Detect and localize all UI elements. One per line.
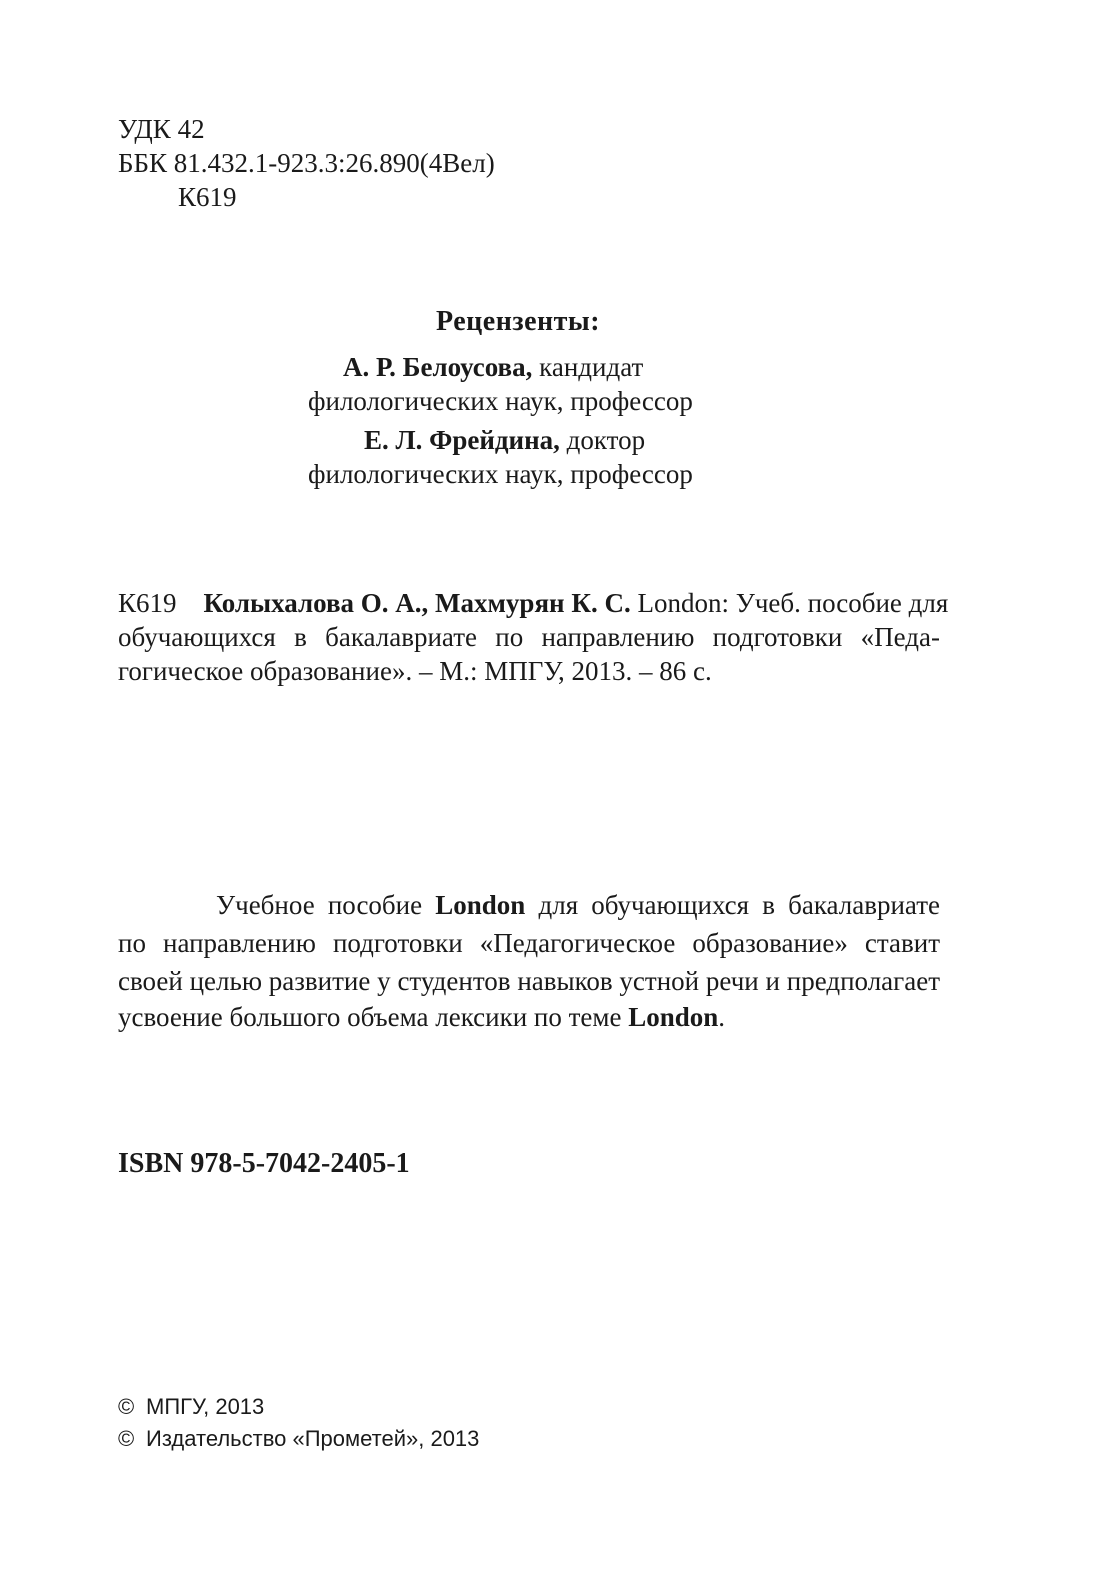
reviewer-1-field: филологических наук, профессор bbox=[308, 386, 693, 416]
bbk-code: ББК 81.432.1-923.3:26.890(4Вел) bbox=[118, 148, 495, 178]
copyright-holder-2: Издательство «Прометей», 2013 bbox=[146, 1426, 480, 1451]
copyright-icon: © bbox=[118, 1426, 135, 1451]
udk-code: УДК 42 bbox=[118, 114, 205, 144]
reviewer-1-name: А. Р. Белоусова, bbox=[343, 352, 533, 382]
annotation-line-4 bbox=[118, 1000, 725, 1034]
reviewer-2-field: филологических наук, профессор bbox=[308, 459, 693, 489]
reviewer-2-name: Е. Л. Фрейдина, bbox=[364, 425, 560, 455]
annotation-book-title: London bbox=[628, 1002, 719, 1032]
bibliographic-line-2: обучающихся в бакалавриате по направлению подготовки «Педа- bbox=[118, 622, 940, 652]
author-mark: К619 bbox=[178, 182, 237, 212]
annotation-line-1 bbox=[216, 888, 940, 922]
copyright-holder-1: МПГУ, 2013 bbox=[146, 1394, 265, 1419]
bibliographic-title: London: Учеб. пособие для bbox=[630, 588, 949, 618]
copyright-icon: © bbox=[118, 1394, 135, 1419]
copyright-line-2 bbox=[118, 1424, 479, 1454]
reviewer-2-degree: доктор bbox=[559, 425, 646, 455]
copyright-line-1 bbox=[118, 1392, 264, 1422]
annotation-text: усвоение большого объема лексики по теме bbox=[118, 1002, 629, 1032]
annotation-text: для обучающихся в бакалавриате bbox=[525, 890, 940, 920]
bibliographic-authors: Колыхалова О. А., Махмурян К. С. bbox=[203, 588, 631, 618]
annotation-text: Учебное пособие bbox=[216, 890, 436, 920]
annotation-line-3: своей целью развитие у студентов навыков устной речи и предполагает bbox=[118, 966, 940, 996]
annotation-line-2: по направлению подготовки «Педагогическое образование» ставит bbox=[118, 928, 940, 958]
bibliographic-mark: К619 bbox=[118, 588, 177, 618]
reviewer-1-degree: кандидат bbox=[532, 352, 644, 382]
reviewers-title: Рецензенты: bbox=[436, 306, 601, 337]
annotation-book-title: London bbox=[435, 890, 526, 920]
reviewer-2 bbox=[364, 423, 645, 457]
reviewer-1 bbox=[343, 350, 643, 384]
bibliographic-line-1 bbox=[118, 586, 949, 620]
bibliographic-line-3: гогическое образование». – М.: МПГУ, 2013. – 86 с. bbox=[118, 656, 712, 686]
annotation-text: . bbox=[718, 1002, 726, 1032]
isbn: ISBN 978-5-7042-2405-1 bbox=[118, 1148, 410, 1179]
